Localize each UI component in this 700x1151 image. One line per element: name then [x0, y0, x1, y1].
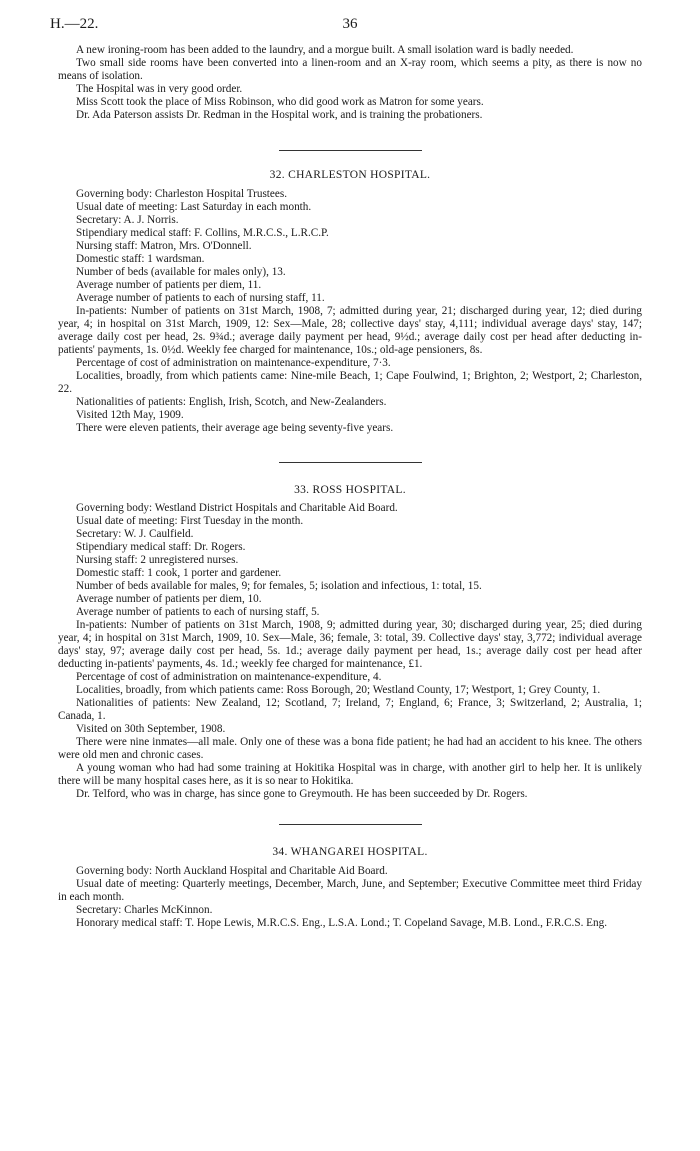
- paragraph: Usual date of meeting: Quarterly meetings, December, March, June, and September; Executive Committee meet third Friday in each month.: [58, 878, 642, 903]
- paragraph: Number of beds (available for males only), 13.: [76, 266, 286, 278]
- intro-block: [58, 44, 642, 122]
- section-ross: [58, 484, 642, 801]
- paragraph: Average number of patients per diem, 11.: [76, 279, 262, 291]
- report-reference: H.—22.: [50, 16, 99, 32]
- page-header: [50, 16, 650, 36]
- paragraph: A young woman who had had some training at Hokitika Hospital was in charge, with another girl to help her. It is unlikely there will be many hospital cases here, as it is so near to Hokitika.: [58, 762, 642, 787]
- paragraph: Percentage of cost of administration on maintenance-expenditure, 7·3.: [76, 357, 391, 369]
- paragraph: Nationalities of patients: English, Irish, Scotch, and New-Zealanders.: [76, 396, 387, 408]
- paragraph: Average number of patients to each of nursing staff, 5.: [76, 606, 320, 618]
- paragraph: Usual date of meeting: First Tuesday in the month.: [76, 515, 304, 527]
- paragraph: Stipendiary medical staff: F. Collins, M.R.C.S., L.R.C.P.: [76, 227, 329, 239]
- paragraph: Governing body: Charleston Hospital Trustees.: [76, 188, 287, 200]
- paragraph: Secretary: A. J. Norris.: [76, 214, 179, 226]
- paragraph: Dr. Telford, who was in charge, has since gone to Greymouth. He has been succeeded by Dr. Rogers.: [76, 788, 528, 800]
- paragraph: Domestic staff: 1 wardsman.: [76, 253, 205, 265]
- paragraph: Average number of patients to each of nursing staff, 11.: [76, 292, 325, 304]
- paragraph: Nursing staff: Matron, Mrs. O'Donnell.: [76, 240, 252, 252]
- paragraph: There were eleven patients, their average age being seventy-five years.: [76, 422, 394, 434]
- page-number: 36: [342, 16, 358, 32]
- paragraph: Number of beds available for males, 9; for females, 5; isolation and infectious, 1: total, 15.: [76, 580, 482, 592]
- paragraph: Dr. Ada Paterson assists Dr. Redman in the Hospital work, and is training the probationers.: [76, 109, 483, 121]
- paragraph: Governing body: North Auckland Hospital and Charitable Aid Board.: [76, 865, 388, 877]
- paragraph: Usual date of meeting: Last Saturday in each month.: [76, 201, 312, 213]
- page-content: [58, 44, 642, 930]
- paragraph: Stipendiary medical staff: Dr. Rogers.: [76, 541, 246, 553]
- section-charleston: [58, 169, 642, 435]
- paragraph: The Hospital was in very good order.: [76, 83, 243, 95]
- section-title: 33. ROSS HOSPITAL.: [294, 484, 406, 496]
- paragraph: Nationalities of patients: New Zealand, 12; Scotland, 7; Ireland, 7; England, 6; France, 3; Switzerland, 2; Australia, 1; Canada, 1.: [58, 697, 642, 722]
- paragraph: Localities, broadly, from which patients came: Nine-mile Beach, 1; Cape Foulwind, 1; Brighton, 2; Westport, 2; Charleston, 22.: [58, 370, 642, 395]
- paragraph: There were nine inmates—all male. Only one of these was a bona fide patient; he had had an accident to his knee. The others were old men and chronic cases.: [58, 736, 642, 761]
- paragraph: Percentage of cost of administration on maintenance-expenditure, 4.: [76, 671, 382, 683]
- paragraph: A new ironing-room has been added to the laundry, and a morgue built. A small isolation ward is badly needed.: [76, 44, 574, 56]
- section-whangarei: [58, 846, 642, 930]
- section-title: 34. WHANGAREI HOSPITAL.: [272, 846, 428, 858]
- paragraph: Governing body: Westland District Hospitals and Charitable Aid Board.: [76, 502, 398, 514]
- paragraph: Domestic staff: 1 cook, 1 porter and gardener.: [76, 567, 282, 579]
- paragraph: Secretary: Charles McKinnon.: [76, 904, 213, 916]
- paragraph: Localities, broadly, from which patients came: Ross Borough, 20; Westland County, 17; Westport, 1; Grey County, 1.: [76, 684, 601, 696]
- paragraph: Average number of patients per diem, 10.: [76, 593, 262, 605]
- paragraph: Secretary: W. J. Caulfield.: [76, 528, 194, 540]
- paragraph: Visited 12th May, 1909.: [76, 409, 184, 421]
- paragraph: Two small side rooms have been converted into a linen-room and an X-ray room, which seems a pity, as there is now no means of isolation.: [58, 57, 642, 82]
- paragraph: In-patients: Number of patients on 31st March, 1908, 9; admitted during year, 30; discharged during year, 25; died during year, 4; in hospital on 31st March, 1909, 10. Sex—Male, 36; female, 3: total, 39. Collective days' stay, 3,772; individual average days' stay, 97; average daily cost per head, 5s. 1d.; average daily payment per head, 1s.; average daily cost per head after deducting in-patients' payments, 4s. 1d.; weekly fee charged for maintenance, £1.: [58, 619, 642, 670]
- paragraph: Visited on 30th September, 1908.: [76, 723, 226, 735]
- paragraph: Nursing staff: 2 unregistered nurses.: [76, 554, 239, 566]
- paragraph: Honorary medical staff: T. Hope Lewis, M.R.C.S. Eng., L.S.A. Lond.; T. Copeland Savage, M.B. Lond., F.R.C.S. Eng.: [76, 917, 607, 929]
- paragraph: In-patients: Number of patients on 31st March, 1908, 7; admitted during year, 21; discharged during year, 12; died during year, 4; in hospital on 31st March, 1909, 12: Sex—Male, 28; collective days' stay, 4,111; individual average days' stay, 147; average daily cost per head, 2s. 9¾d.; average daily payment per head, 9½d.; average daily cost per head after deducting in-patients' payments, 1s. 0½d. Weekly fee charged for maintenance, 10s.; old-age pensioners, 8s.: [58, 305, 642, 356]
- section-title: 32. CHARLESTON HOSPITAL.: [269, 169, 431, 181]
- paragraph: Miss Scott took the place of Miss Robinson, who did good work as Matron for some years.: [76, 96, 484, 108]
